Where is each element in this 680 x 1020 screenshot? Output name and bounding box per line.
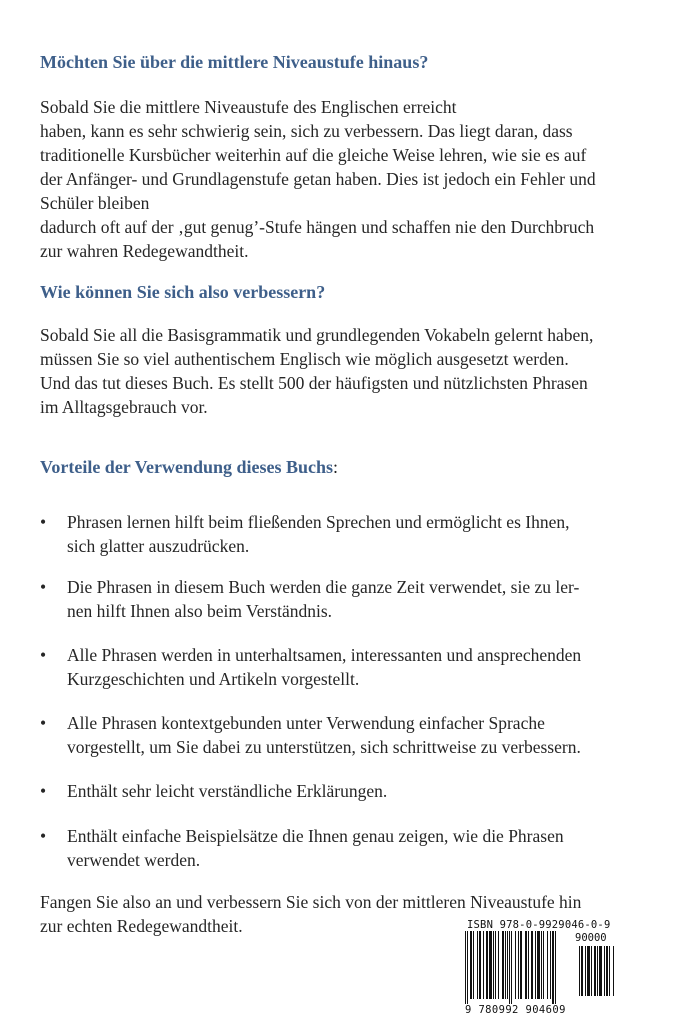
benefit-line: Alle Phrasen kontextgebunden unter Verwendung einfacher Sprache <box>67 713 545 733</box>
benefit-line: Enthält sehr leicht verständliche Erklärungen. <box>67 781 388 801</box>
bullet-icon: • <box>40 826 47 846</box>
paragraph-line: zur wahren Redegewandtheit. <box>40 241 249 261</box>
paragraph-intro <box>40 95 640 263</box>
barcode-bar <box>502 931 504 999</box>
barcode-bar <box>541 931 542 999</box>
barcode-bar <box>613 946 614 996</box>
barcode-bar <box>489 931 492 999</box>
paragraph-line: Schüler bleiben <box>40 193 150 213</box>
barcode-bar <box>543 931 544 999</box>
barcode-bar <box>555 931 556 1007</box>
benefit-line: Enthält einfache Beispielsätze die Ihnen genau zeigen, wie die Phrasen <box>67 826 564 846</box>
barcode-bar <box>531 931 533 999</box>
isbn-label: ISBN 978-0-9929046-0-9 <box>467 919 611 931</box>
paragraph-line: traditionelle Kursbücher weiterhin auf die gleiche Weise lehren, wie sie es auf <box>40 145 587 165</box>
benefit-line: vorgestellt, um Sie dabei zu unterstützen, sich schrittweise zu verbessern. <box>67 737 581 757</box>
bullet-icon: • <box>40 713 47 733</box>
barcode-bar <box>594 946 596 996</box>
paragraph-line: Fangen Sie also an und verbessern Sie sich von der mittleren Niveaustufe hin <box>40 892 582 912</box>
benefit-line: sich glatter auszudrücken. <box>67 536 250 556</box>
barcode-bar <box>509 931 510 1007</box>
barcode-bar <box>609 946 610 996</box>
paragraph-line: müssen Sie so viel authentischem Englisch wie möglich ausgesetzt werden. <box>40 349 569 369</box>
barcode-bar <box>525 931 527 999</box>
barcode-bar <box>547 931 548 999</box>
barcode-digits: 9 780992 904609 <box>465 1004 569 1016</box>
benefit-line: Alle Phrasen werden in unterhaltsamen, interessanten und ansprechenden <box>67 645 582 665</box>
paragraph-line: dadurch oft auf der ‚gut genug’-Stufe hängen und schaffen nie den Durchbruch <box>40 217 595 237</box>
barcode-bar <box>537 931 540 999</box>
barcode-bar <box>597 946 598 996</box>
benefit-line: Kurzgeschichten und Artikeln vorgestellt. <box>67 669 360 689</box>
barcode-bar <box>581 946 583 996</box>
paragraph-line: im Alltagsgebrauch vor. <box>40 397 208 417</box>
barcode-bar <box>587 946 590 996</box>
barcode-bar <box>579 946 580 996</box>
barcode-bar <box>493 931 494 999</box>
isbn-barcode <box>463 918 634 1018</box>
paragraph-line: zur echten Redegewandtheit. <box>40 916 243 936</box>
barcode-bar <box>550 931 551 999</box>
barcode-bar <box>470 931 472 999</box>
barcode-bar <box>465 931 466 1007</box>
benefit-line: Die Phrasen in diesem Buch werden die ganze Zeit verwendet, sie zu ler- <box>67 577 580 597</box>
heading-benefits-text: Vorteile der Verwendung dieses Buchs <box>40 457 334 477</box>
paragraph-line: Und das tut dieses Buch. Es stellt 500 der häufigsten und nützlichsten Phrasen <box>40 373 588 393</box>
benefit-line: Phrasen lernen hilft beim fließenden Sprechen und ermöglicht es Ihnen, <box>67 512 570 532</box>
barcode-bar <box>473 931 474 999</box>
barcode-bar <box>511 931 512 1007</box>
barcode-bar <box>477 931 478 999</box>
bullet-icon: • <box>40 577 47 597</box>
barcode-bar <box>604 946 605 996</box>
paragraph-line: Sobald Sie all die Basisgrammatik und grundlegenden Vokabeln gelernt haben, <box>40 325 594 345</box>
barcode-bar <box>495 931 496 999</box>
barcode-bar <box>599 946 602 996</box>
benefit-line: nen hilft Ihnen also beim Verständnis. <box>67 601 333 621</box>
barcode-bar <box>585 946 586 996</box>
barcode-bars <box>463 931 571 1009</box>
barcode-bar <box>505 931 506 999</box>
barcode-bar <box>518 931 519 999</box>
heading-beyond-intermediate: Möchten Sie über die mittlere Niveaustufe hinaus? <box>40 52 429 72</box>
barcode-bar <box>528 931 529 999</box>
barcode-bar <box>483 931 484 999</box>
heading-benefits <box>40 457 338 478</box>
barcode-bar <box>535 931 536 999</box>
barcode-bar <box>498 931 499 999</box>
heading-benefits-colon: : <box>333 457 339 477</box>
bullet-icon: • <box>40 645 47 665</box>
barcode-bar <box>606 946 608 996</box>
barcode-bar <box>507 931 508 999</box>
paragraph-line: haben, kann es sehr schwierig sein, sich zu verbessern. Das liegt daran, dass <box>40 121 573 141</box>
price-code: 90000 <box>575 932 607 944</box>
bullet-icon: • <box>40 781 47 801</box>
paragraph-line: Sobald Sie die mittlere Niveaustufe des Englischen erreicht <box>40 97 457 117</box>
heading-how-to-improve: Wie können Sie sich also verbessern? <box>40 282 326 302</box>
barcode-bar <box>552 931 554 1007</box>
barcode-bar <box>520 931 522 999</box>
barcode-bar <box>591 946 592 996</box>
benefit-line: verwendet werden. <box>67 850 201 870</box>
paragraph-method <box>40 323 640 419</box>
barcode-bar <box>515 931 516 999</box>
paragraph-line: der Anfänger- und Grundlagenstufe getan haben. Dies ist jedoch ein Fehler und <box>40 169 596 189</box>
barcode-bar <box>486 931 488 999</box>
price-barcode-bars <box>577 946 629 1004</box>
barcode-bar <box>467 931 468 1007</box>
bullet-icon: • <box>40 512 47 532</box>
barcode-bar <box>479 931 481 999</box>
